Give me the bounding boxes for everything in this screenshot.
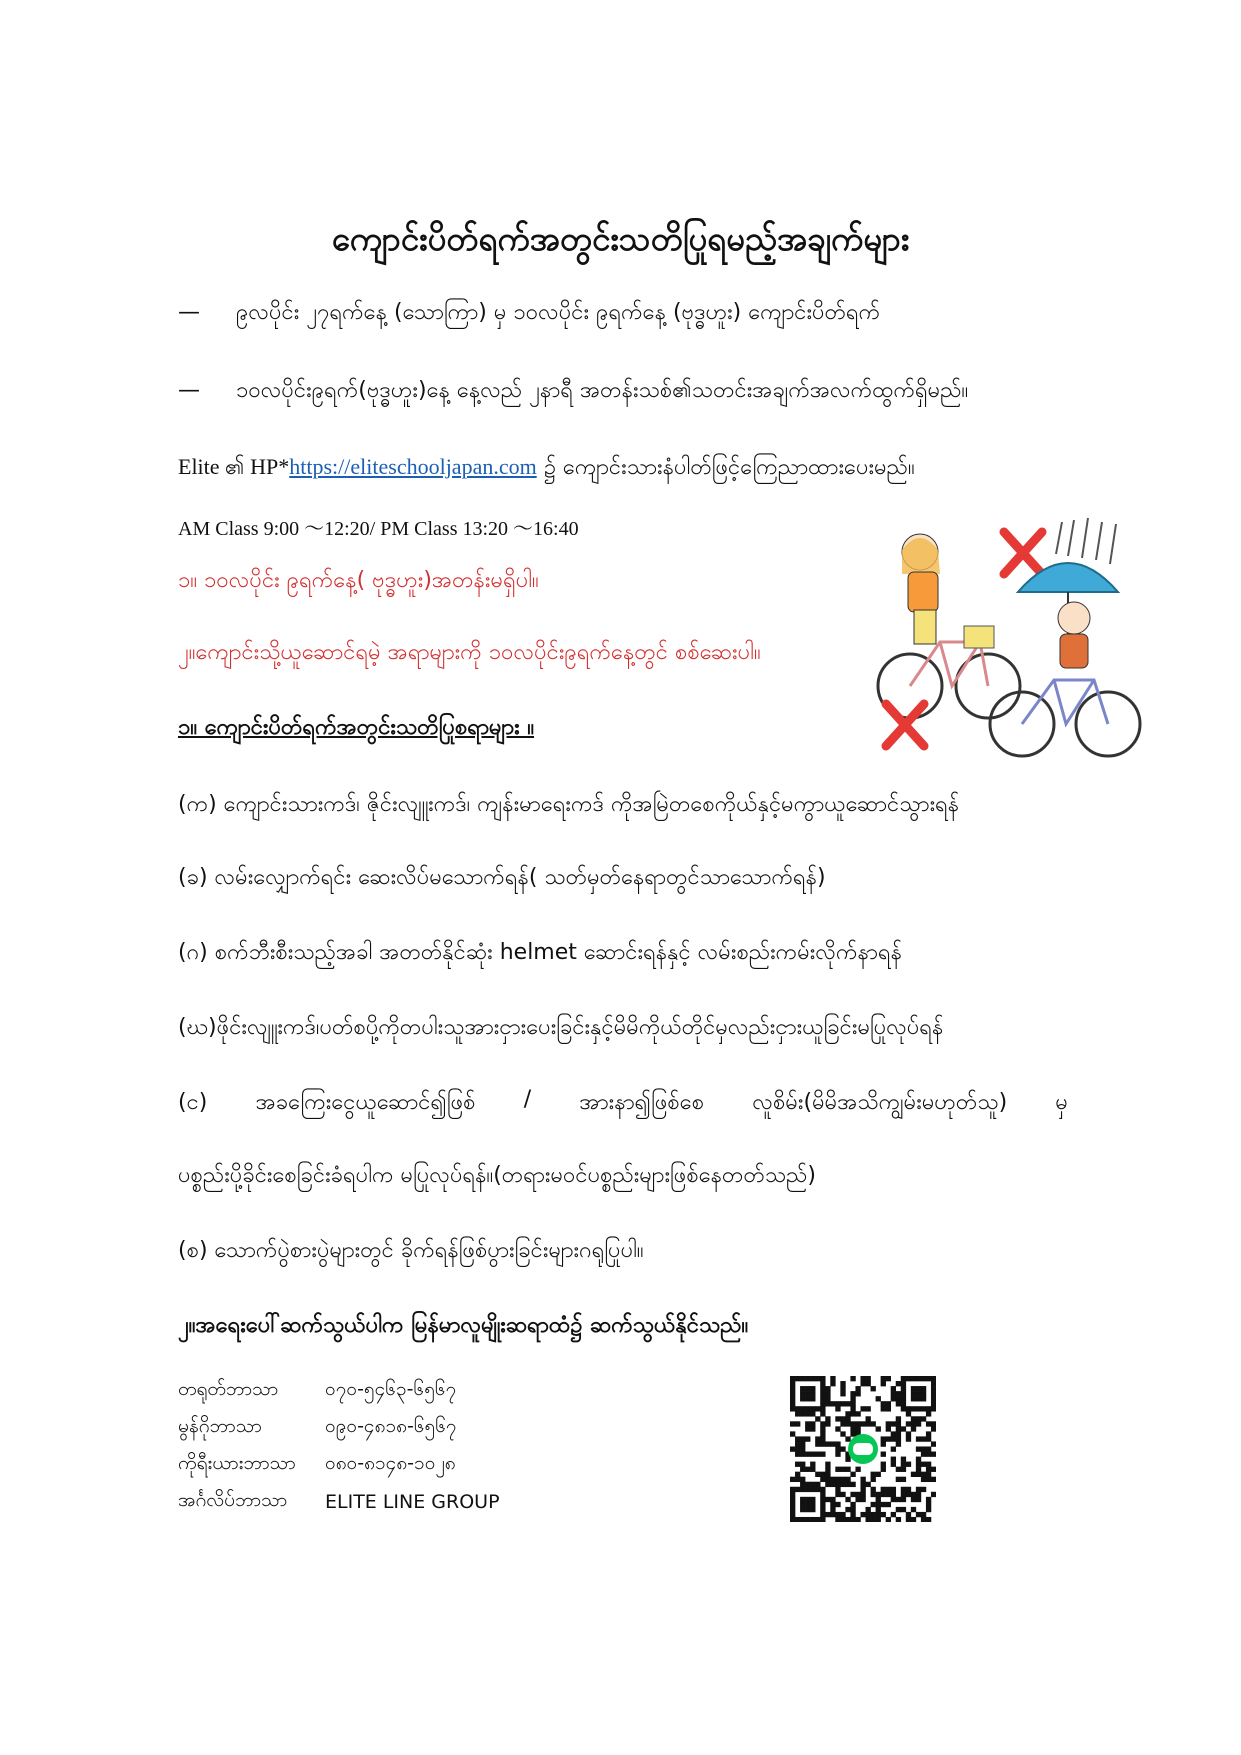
hp-prefix: Elite ၏ HP* (178, 454, 290, 479)
cross-icon (886, 704, 924, 746)
notice-check-items: ၂။ကျောင်းသို့ယူဆောင်ရမဲ့ အရာများကို ၁၀လပိုင်း၉ရက်နေ့တွင် စစ်ဆေးပါ။ (178, 640, 761, 665)
dash-marker: — (178, 378, 200, 403)
list-item-a: (က) ကျောင်းသားကဒ်၊ ဇိုင်းလျူးကဒ်၊ ကျန်းမာရေးကဒ် ကိုအမြဲတစေကိုယ်နှင့်မကွာယူဆောင်သွားရန် (178, 792, 960, 817)
list-item-e-word: (င) (178, 1090, 208, 1115)
contact-list (178, 1372, 500, 1520)
list-item-b: (ခ) လမ်းလျှောက်ရင်း ဆေးလိပ်မသောက်ရန်( သတ်မှတ်နေရာတွင်သာသောက်ရန်) (178, 865, 826, 890)
list-item-d: (ဃ)ဖိုင်းလျူးကဒ်၊ပတ်စပို့ကိုတပါးသူအားငှားပေးခြင်းနှင့်မိမိကိုယ်တိုင်မှလည်းငှားယူခြင်းမပြုလုပ်ရန် (178, 1015, 944, 1040)
section1-heading: ၁။ ကျောင်းပိတ်ရက်အတွင်းသတိပြုစရာများ ။ (178, 715, 534, 740)
contact-row (178, 1446, 500, 1483)
list-item-c: (ဂ) စက်ဘီးစီးသည့်အခါ အတတ်နိုင်ဆုံး helmet ဆောင်းရန်နှင့် လမ်းစည်းကမ်းလိုက်နာရန် (178, 940, 902, 965)
line-qr-code[interactable] (790, 1376, 936, 1522)
cross-icon (1004, 532, 1042, 574)
contact-value: ELITE LINE GROUP (325, 1490, 500, 1513)
cycling-illustration (868, 514, 1158, 774)
class-times: AM Class 9:00 ～12:20/ PM Class 13:20 ～16:40 (178, 518, 579, 540)
list-item-e-word: / (523, 1087, 532, 1112)
list-item-e (178, 1087, 1068, 1120)
contact-language: အင်္ဂလိပ်ဘာသာ (178, 1488, 288, 1511)
announcement-text: ၁၀လပိုင်း၉ရက်(ဗုဒ္ဓဟူး)နေ့ နေ့လည် ၂နာရီ အတန်းသစ်၏သတင်းအချက်အလက်ထွက်ရှိမည်။ (236, 378, 969, 403)
announcement-line (178, 375, 968, 408)
hp-suffix: ၌ ကျောင်းသားနံပါတ်ဖြင့်ကြေညာထားပေးမည်။ (536, 455, 915, 480)
list-item-f: (စ) သောက်ပွဲစားပွဲများတွင် ခိုက်ရန်ဖြစ်ပွားခြင်းများဂရုပြုပါ။ (178, 1238, 644, 1263)
contact-row (178, 1409, 500, 1446)
contact-language: မွန်ဂိုဘာသာ (178, 1414, 262, 1437)
contact-phone: ၀၉၀-၄၈၁၈-၆၅၆၇ (325, 1414, 457, 1437)
list-item-e-word: လူစိမ်း(မိမိအသိကျွမ်းမဟုတ်သူ) (752, 1090, 1008, 1115)
list-item-e-word: အားနာ၍ဖြစ်စေ (579, 1090, 705, 1115)
homepage-link[interactable]: https://eliteschooljapan.com (289, 454, 537, 479)
page-title: ကျောင်းပိတ်ရက်အတွင်းသတိပြုရမည့်အချက်များ (331, 219, 910, 258)
closure-period-text: ၉လပိုင်း ၂၇ရက်နေ့ (သောကြာ) မှ ၁၀လပိုင်း ၉ရက်နေ့ (ဗုဒ္ဓဟူး) ကျောင်းပိတ်ရက် (236, 300, 881, 325)
section2-heading: ၂။အရေးပေါ်ဆက်သွယ်ပါက မြန်မာလူမျိုးဆရာထံ၌ ဆက်သွယ်နိုင်သည်။ (178, 1313, 749, 1338)
list-item-e-continued: ပစ္စည်းပို့ခိုင်းစေခြင်းခံရပါက မပြုလုပ်ရန်။(တရားမဝင်ပစ္စည်းများဖြစ်နေတတ်သည်) (178, 1163, 816, 1188)
contact-row (178, 1372, 500, 1409)
contact-phone: ၀၈၀-၈၁၄၈-၁၀၂၈ (325, 1451, 456, 1474)
contact-phone: ၀၇၀-၅၄၆၃-၆၅၆၇ (325, 1377, 457, 1400)
notice-no-class: ၁။ ၁၀လပိုင်း ၉ရက်နေ့( ဗုဒ္ဓဟူး)အတန်းမရှိပါ။ (178, 568, 539, 593)
cycling-illustration-svg (868, 514, 1158, 774)
qr-code-svg (790, 1376, 936, 1522)
dash-marker: — (178, 300, 200, 325)
homepage-line (178, 452, 915, 485)
contact-language: ကိုရီးယားဘာသာ (178, 1451, 296, 1474)
list-item-e-word: အခကြေးငွေယူဆောင်၍ဖြစ် (255, 1090, 476, 1115)
list-item-e-word: မှ (1055, 1090, 1068, 1115)
contact-language: တရုတ်ဘာသာ (178, 1377, 279, 1400)
closure-period-line (178, 297, 880, 330)
contact-row (178, 1483, 500, 1520)
